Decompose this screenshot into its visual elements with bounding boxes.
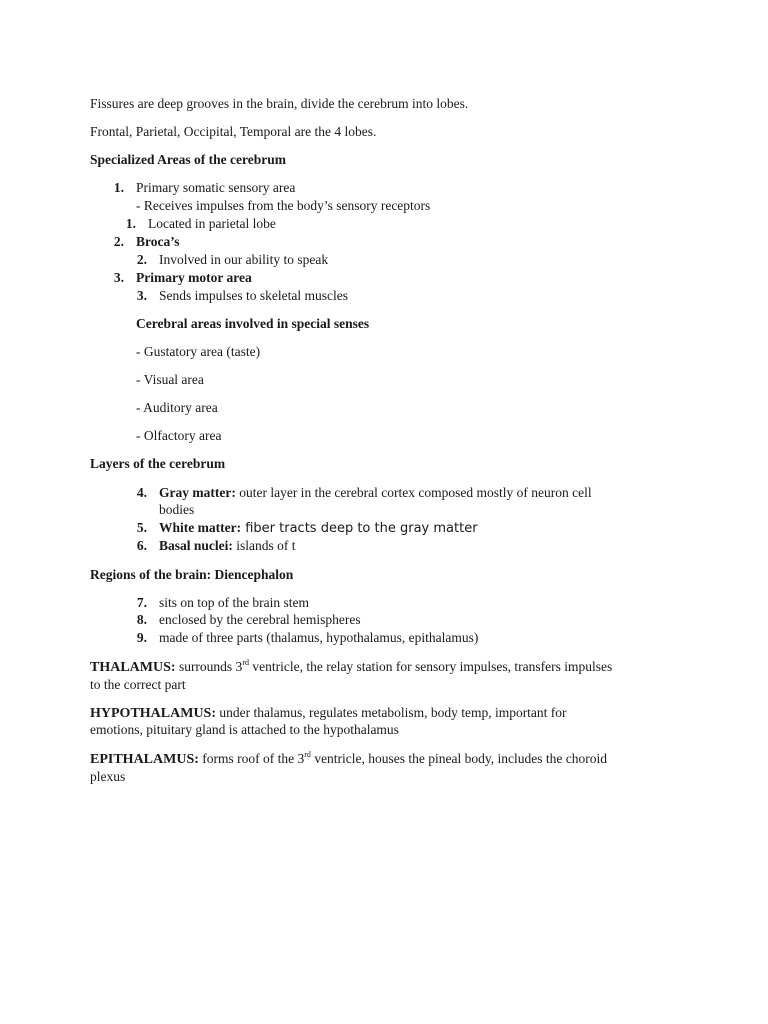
list-number: 3. bbox=[113, 270, 124, 285]
definition: surrounds 3 bbox=[175, 659, 243, 674]
intro-line-2: Frontal, Parietal, Occipital, Temporal are the 4 lobes. bbox=[90, 124, 377, 139]
list-number: 8. bbox=[136, 612, 147, 627]
term: EPITHALAMUS: bbox=[90, 752, 199, 767]
list-item: Broca’s bbox=[136, 234, 180, 249]
list-number: 5. bbox=[136, 520, 147, 535]
list-item bbox=[159, 537, 296, 554]
term: THALAMUS: bbox=[90, 660, 176, 675]
specialized-heading: Specialized Areas of the cerebrum bbox=[90, 152, 286, 167]
list-item: Primary motor area bbox=[136, 270, 252, 285]
list-item: Involved in our ability to speak bbox=[159, 252, 329, 267]
definition: ventricle, the relay station for sensory impulses, transfers impulses bbox=[248, 659, 613, 674]
definition: islands of t bbox=[232, 538, 296, 553]
list-number: 4. bbox=[136, 485, 147, 500]
list-item bbox=[159, 484, 592, 501]
definition: under thalamus, regulates metabolism, body temp, important for bbox=[216, 705, 567, 720]
list-item: Primary somatic sensory area bbox=[136, 180, 296, 195]
list-item: made of three parts (thalamus, hypothalamus, epithalamus) bbox=[159, 630, 479, 645]
term: HYPOTHALAMUS: bbox=[90, 706, 216, 721]
senses-item: - Olfactory area bbox=[136, 428, 222, 443]
epithalamus-paragraph bbox=[90, 750, 607, 768]
list-number: 1. bbox=[125, 216, 136, 231]
list-number: 7. bbox=[136, 595, 147, 610]
hypothalamus-paragraph bbox=[90, 704, 567, 722]
list-item-detail: - Receives impulses from the body’s sensory receptors bbox=[136, 198, 431, 213]
term: Gray matter: bbox=[159, 485, 236, 500]
superscript: rd bbox=[242, 658, 249, 667]
superscript: rd bbox=[304, 750, 311, 759]
intro-line-1: Fissures are deep grooves in the brain, divide the cerebrum into lobes. bbox=[90, 96, 469, 111]
list-item: Sends impulses to skeletal muscles bbox=[159, 288, 348, 303]
list-number: 6. bbox=[136, 538, 147, 553]
list-number: 3. bbox=[136, 288, 147, 303]
definition: forms roof of the 3 bbox=[198, 751, 305, 766]
thalamus-paragraph bbox=[90, 658, 612, 676]
list-number: 2. bbox=[113, 234, 124, 249]
senses-item: - Auditory area bbox=[136, 400, 218, 415]
definition: outer layer in the cerebral cortex composed mostly of neuron cell bbox=[235, 485, 592, 500]
list-item bbox=[159, 519, 478, 537]
definition: fiber tracts deep to the gray matter bbox=[241, 521, 478, 536]
senses-item: - Gustatory area (taste) bbox=[136, 344, 261, 359]
term: White matter: bbox=[159, 520, 242, 535]
senses-heading: Cerebral areas involved in special senses bbox=[136, 316, 370, 331]
list-number: 1. bbox=[113, 180, 124, 195]
senses-item: - Visual area bbox=[136, 372, 204, 387]
list-number: 2. bbox=[136, 252, 147, 267]
term: Basal nuclei: bbox=[159, 538, 233, 553]
list-item: Located in parietal lobe bbox=[148, 216, 276, 231]
paragraph-continuation: to the correct part bbox=[90, 677, 186, 692]
definition: ventricle, houses the pineal body, includes the choroid bbox=[310, 751, 607, 766]
list-item: enclosed by the cerebral hemispheres bbox=[159, 612, 361, 627]
list-item: sits on top of the brain stem bbox=[159, 595, 309, 610]
paragraph-continuation: emotions, pituitary gland is attached to the hypothalamus bbox=[90, 722, 399, 737]
regions-heading: Regions of the brain: Diencephalon bbox=[90, 567, 294, 582]
list-item-continuation: bodies bbox=[159, 502, 195, 517]
layers-heading: Layers of the cerebrum bbox=[90, 456, 226, 471]
paragraph-continuation: plexus bbox=[90, 769, 126, 784]
list-number: 9. bbox=[136, 630, 147, 645]
